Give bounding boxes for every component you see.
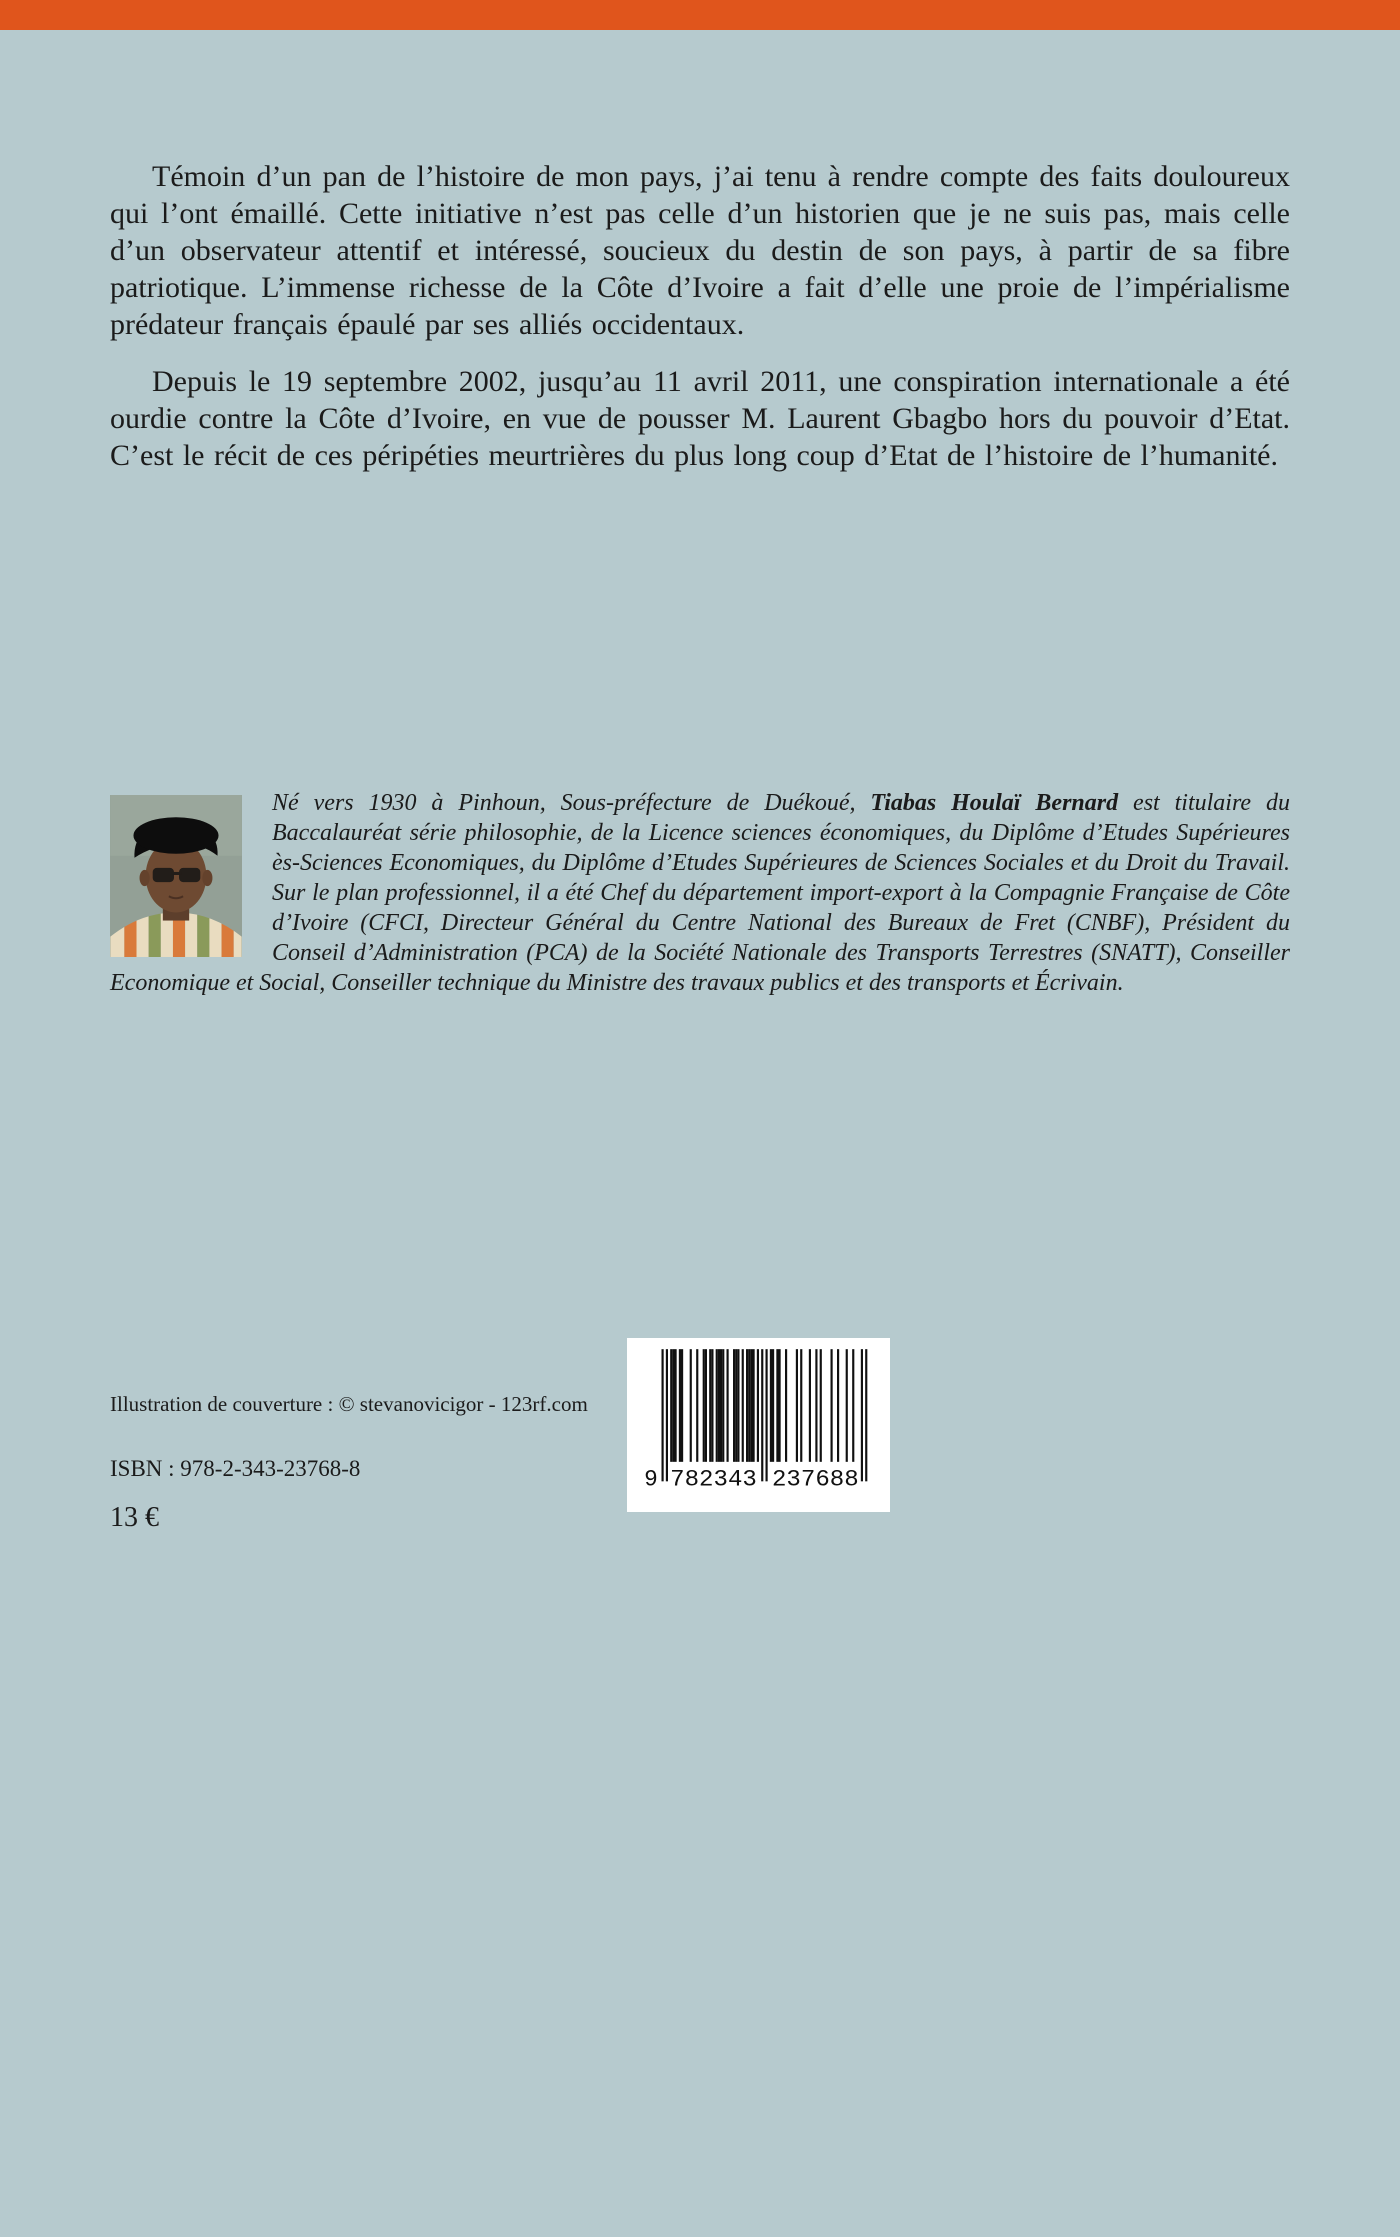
author-name: Tiabas Houlaï Bernard — [870, 790, 1119, 816]
author-bio — [110, 788, 1290, 998]
synopsis-paragraph-2: Depuis le 19 septembre 2002, jusqu’au 11 avril 2011, une conspiration internationale a été ourdie contre la Côte d’Ivoire, en vue de pousser M. Laurent Gbagbo hors du pouvoir d’Etat. C’est le récit de ces péripéties meurtrières du plus long coup d’Etat de l’histoire de l’humanité. — [110, 365, 1290, 472]
synopsis — [110, 158, 1290, 494]
svg-text:9: 9 — [643, 1466, 658, 1493]
price-text: 13 € — [110, 1502, 159, 1533]
author-section — [110, 788, 1290, 998]
glasses-left-lens — [153, 868, 174, 882]
svg-text:782343: 782343 — [669, 1466, 757, 1493]
synopsis-paragraph-1: Témoin d’un pan de l’histoire de mon pays, j’ai tenu à rendre compte des faits douloureux qui l’ont émaillé. Cette initiative n’est pas celle d’un historien que je ne suis pas, mais celle d’un observateur attentif et intéressé, soucieux du destin de son pays, à partir de sa fibre patriotique. L’immense richesse de la Côte d’Ivoire a fait d’elle une proie de l’impérialisme prédateur français épaulé par ses alliés occidentaux. — [110, 160, 1290, 341]
illustration-credit: Illustration de couverture : © stevanovicigor - 123rf.com — [110, 1392, 588, 1416]
svg-text:237688: 237688 — [771, 1466, 859, 1493]
barcode-panel — [627, 1338, 890, 1512]
ean13-barcode — [641, 1347, 877, 1503]
isbn-text: ISBN : 978-2-343-23768-8 — [110, 1456, 361, 1481]
author-portrait-illustration — [110, 795, 242, 957]
accent-bar — [0, 0, 1400, 30]
author-photo — [110, 795, 242, 957]
glasses-right-lens — [179, 868, 200, 882]
bio-rest: est titulaire du Baccalauréat série philosophie, de la Licence sciences économiques, du Diplôme d’Etudes Supérieures ès-Sciences Economiques, du Diplôme d’Etudes Supérieures de Sciences Sociales et du Droit du Travail. Sur le plan professionnel, il a été Chef du département import-export à la Compagnie Française de Côte d’Ivoire (CFCI, Directeur Général du Centre National des Bureaux de Fret (CNBF), Président du Conseil d’Administration (PCA) de la Société Nationale des Transports Terrestres (SNATT), Conseiller Economique et Social, Conseiller technique du Ministre des travaux publics et des transports et Écrivain. — [110, 790, 1290, 996]
bio-intro: Né vers 1930 à Pinhoun, Sous-préfecture de Duékoué, — [272, 790, 871, 816]
